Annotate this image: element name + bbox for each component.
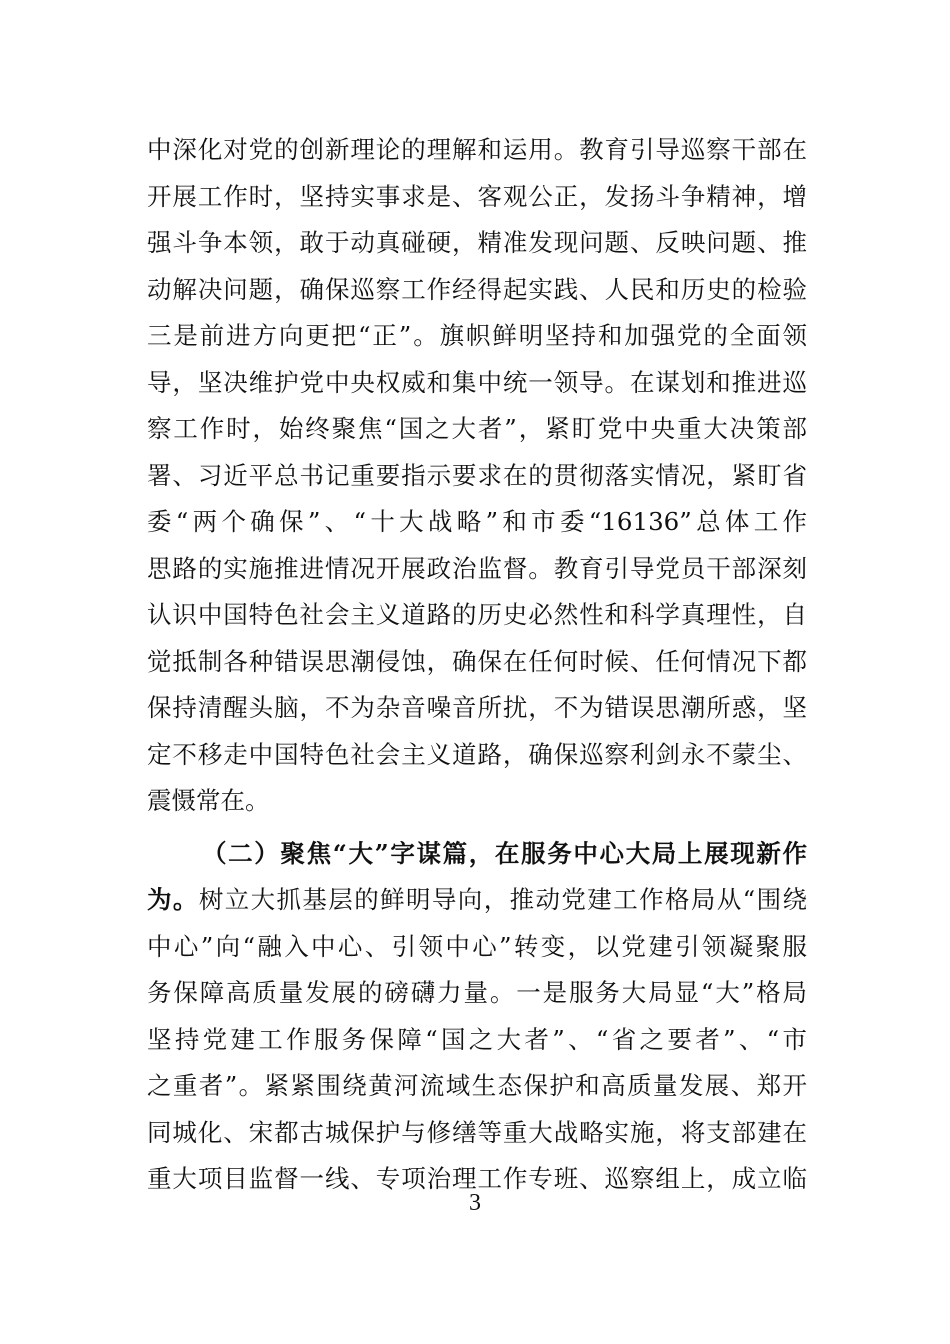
page-number: 3 xyxy=(469,1190,481,1216)
text-line: 强斗争本领，敢于动真碰硬，精准发现问题、反映问题、推 xyxy=(147,228,807,257)
text-line: 务保障高质量发展的磅礴力量。一是服务大局显“大”格局 xyxy=(147,978,807,1007)
text-line: 思路的实施推进情况开展政治监督。教育引导党员干部深刻 xyxy=(147,553,807,583)
text-line: 察工作时，始终聚焦“国之大者”，紧盯党中央重大决策部 xyxy=(147,414,807,443)
text-line: 定不移走中国特色社会主义道路，确保巡察利剑永不蒙尘、 xyxy=(147,739,807,769)
text-line: 认识中国特色社会主义道路的历史必然性和科学真理性，自 xyxy=(147,600,807,629)
text-line: 之重者”。紧紧围绕黄河流域生态保护和高质量发展、郑开 xyxy=(147,1071,807,1100)
text-line: 导，坚决维护党中央权威和集中统一领导。在谋划和推进巡 xyxy=(147,367,807,397)
text-line: 震慑常在。 xyxy=(147,786,270,815)
text-line: 保持清醒头脑，不为杂音噪音所扰，不为错误思潮所惑，坚 xyxy=(147,693,807,722)
text-line: 重大项目监督一线、专项治理工作专班、巡察组上，成立临 xyxy=(147,1164,807,1193)
text-line: 动解决问题，确保巡察工作经得起实践、人民和历史的检验 xyxy=(147,274,807,304)
text-line: 同城化、宋都古城保护与修缮等重大战略实施，将支部建在 xyxy=(147,1117,807,1147)
text-line: 三是前进方向更把“正”。旗帜鲜明坚持和加强党的全面领 xyxy=(147,321,807,350)
text-line: 署、习近平总书记重要指示要求在的贯彻落实情况，紧盯省 xyxy=(147,460,807,490)
text-line: 中深化对党的创新理论的理解和运用。教育引导巡察干部在 xyxy=(147,135,807,164)
text-line: 委“两个确保”、“十大战略”和市委“16136”总体工作 xyxy=(147,507,807,536)
text-line: 觉抵制各种错误思潮侵蚀，确保在任何时候、任何情况下都 xyxy=(147,646,807,676)
paragraph-2 xyxy=(147,831,807,1203)
text-run: 树立大抓基层的鲜明导向，推动党建工作格局从“围绕 xyxy=(198,885,808,914)
paragraph-1 xyxy=(147,127,807,825)
text-line xyxy=(147,877,807,924)
text-line: 中心”向“融入中心、引领中心”转变，以党建引领凝聚服 xyxy=(147,931,807,961)
text-line: 开展工作时，坚持实事求是、客观公正，发扬斗争精神，增 xyxy=(147,181,807,211)
body-text xyxy=(147,127,807,1203)
text-line: 坚持党建工作服务保障“国之大者”、“省之要者”、“市 xyxy=(147,1024,807,1054)
section-heading: （二）聚焦“大”字谋篇，在服务中心大局上展现新作 xyxy=(202,838,807,868)
section-heading-end: 为。 xyxy=(147,885,199,914)
